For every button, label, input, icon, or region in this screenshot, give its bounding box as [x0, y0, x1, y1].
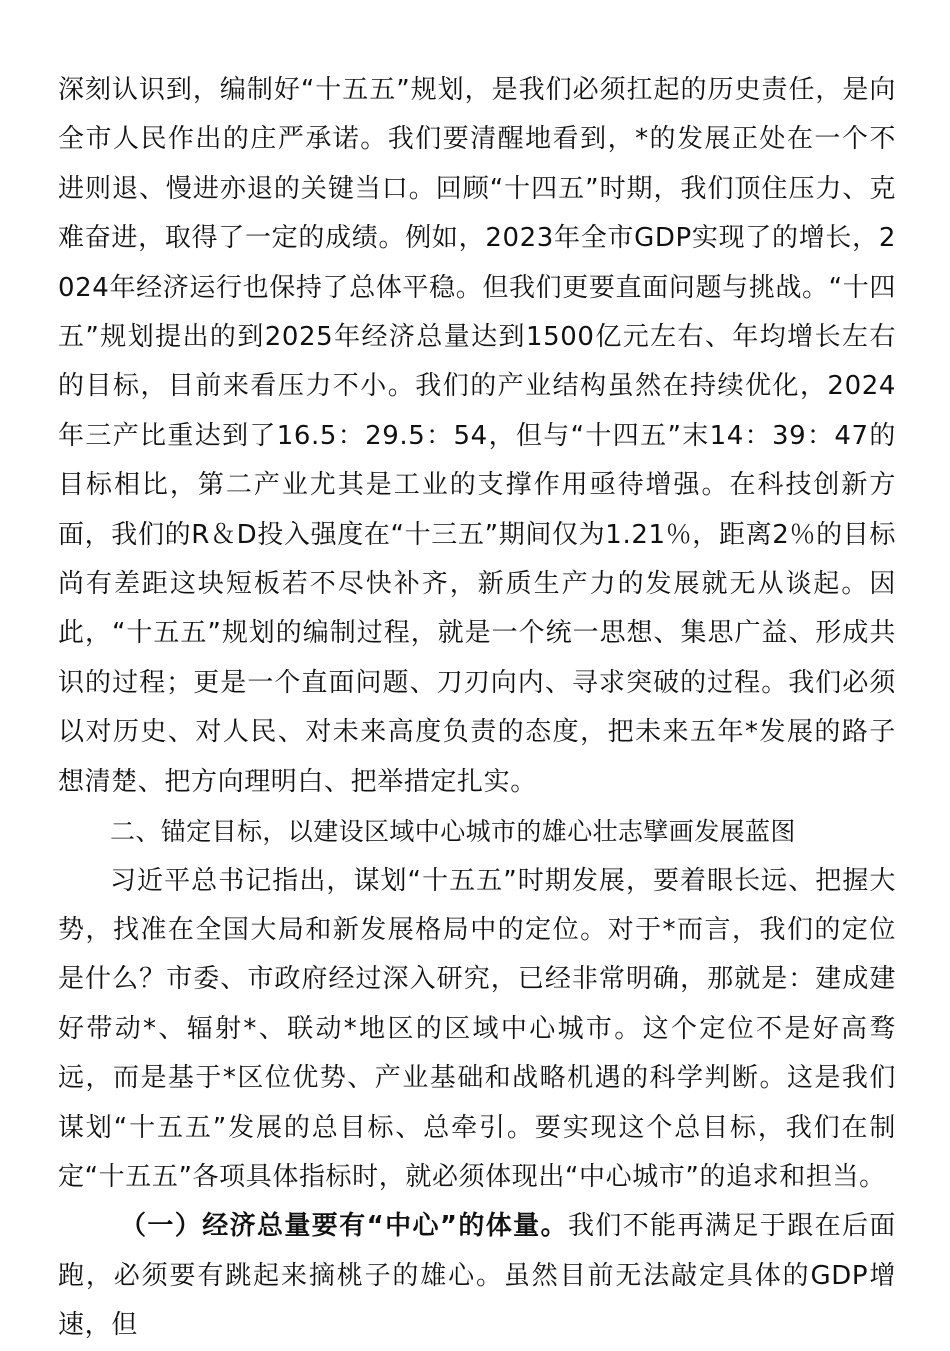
paragraph-economic-scale: [58, 1202, 896, 1350]
paragraph-economic-scale-text: 我们不能再满足于跟在后面跑，必须要有跳起来摘桃子的雄心。虽然目前无法敲定具体的GDP增速，但: [58, 1211, 896, 1341]
paragraph-positioning: 习近平总书记指出，谋划“十五五”时期发展，要着眼长远、把握大势，找准在全国大局和新发展格局中的定位。对于*而言，我们的定位是什么？市委、市政府经过深入研究，已经非常明确，那就是：建成建好带动*、辐射*、联动*地区的区域中心城市。这个定位不是好高骛远，而是基于*区位优势、产业基础和战略机遇的科学判断。这是我们谋划“十五五”发展的总目标、总牵引。要实现这个总目标，我们在制定“十五五”各项具体指标时，就必须体现出“中心城市”的追求和担当。: [58, 865, 896, 1192]
section-heading-2: 二、锚定目标，以建设区域中心城市的雄心壮志擘画发展蓝图: [110, 817, 796, 847]
document-body: [58, 66, 896, 1351]
subheading-economic-scale: （一）经济总量要有“中心”的体量。: [120, 1211, 568, 1242]
paragraph-responsibility: 深刻认识到，编制好“十五五”规划，是我们必须扛起的历史责任，是向全市人民作出的庄严承诺。我们要清醒地看到，*的发展正处在一个不进则退、慢进亦退的关键当口。回顾“十四五”时期，我们顶住压力、克难奋进，取得了一定的成绩。例如，2023年全市GDP实现了的增长，2024年经济运行也保持了总体平稳。但我们更要直面问题与挑战。“十四五”规划提出的到2025年经济总量达到1500亿元左右、年均增长左右的目标，目前来看压力不小。我们的产业结构虽然在持续优化，2024年三产比重达到了16.5：29.5：54，但与“十四五”末14：39：47的目标相比，第二产业尤其是工业的支撑作用亟待增强。在科技创新方面，我们的R＆D投入强度在“十三五”期间仅为1.21％，距离2％的目标尚有差距这块短板若不尽快补齐，新质生产力的发展就无从谈起。因此，“十五五”规划的编制过程，就是一个统一思想、集思广益、形成共识的过程；更是一个直面问题、刀刃向内、寻求突破的过程。我们必须以对历史、对人民、对未来高度负责的态度，把未来五年*发展的路子想清楚、把方向理明白、把举措定扎实。: [58, 75, 896, 797]
